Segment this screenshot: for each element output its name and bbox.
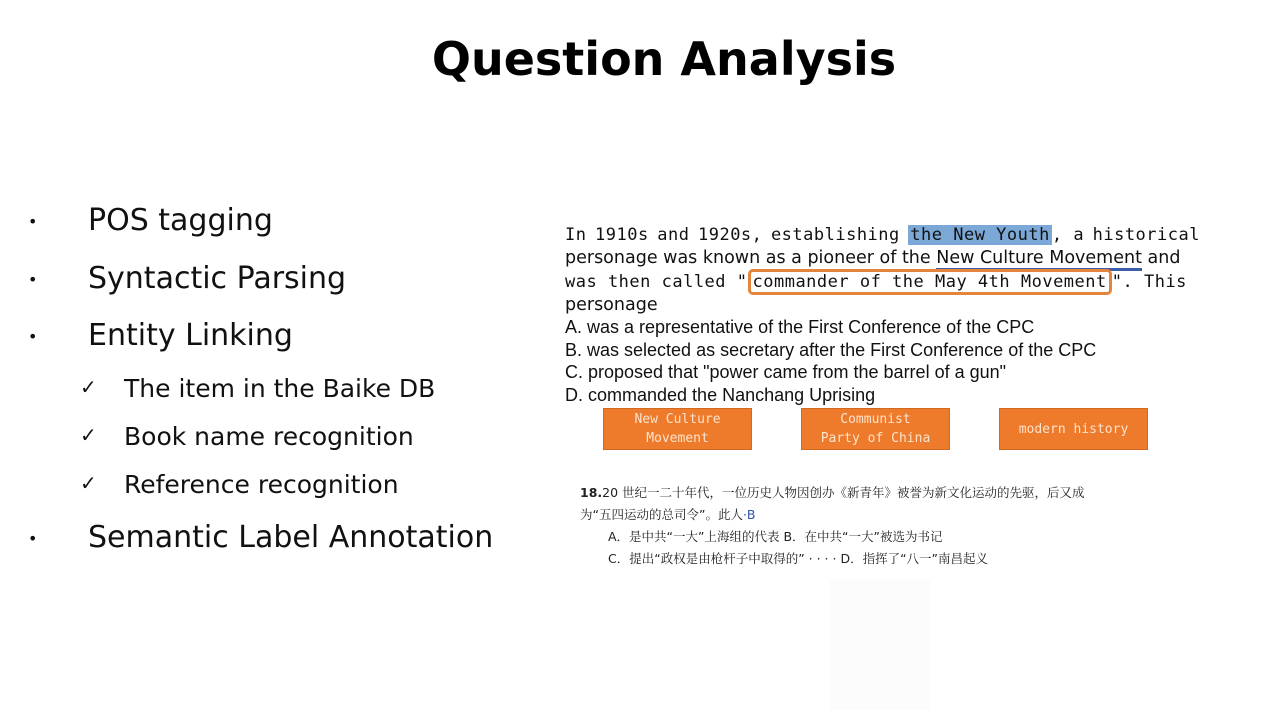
text-segment: personage was known as a pioneer of the [565, 247, 937, 268]
answer-mark: ·B [742, 507, 756, 522]
word: historical [1092, 225, 1200, 245]
word: establishing [770, 225, 900, 245]
sub-bullet-label: Book name recognition [124, 422, 414, 451]
bullet-dot: • [28, 327, 38, 346]
bullet-dot: • [28, 529, 38, 548]
question-text [565, 224, 1200, 406]
check-icon: ✓ [80, 423, 97, 447]
question-number: 18. [580, 485, 603, 500]
underline-new-culture-movement: New Culture Movement [936, 248, 1142, 271]
word: 1920s, [697, 225, 763, 245]
bullet-dot: • [28, 212, 38, 231]
chinese-line-4: C．提出“政权是由枪杆子中取得的” · · · · D．指挥了“八一”南昌起义 [608, 551, 989, 566]
highlight-new-youth: the New Youth [910, 225, 1050, 245]
tag-communist-party [801, 408, 950, 450]
chinese-line-2 [580, 504, 1180, 526]
bullet-label: Syntactic Parsing [88, 261, 347, 296]
tag-new-culture-movement [603, 408, 752, 450]
tag-line: Communist [840, 412, 911, 427]
chinese-line-1 [580, 482, 1180, 504]
question-line-4: personage [565, 294, 658, 315]
option-c: C. proposed that "power came from the barrel of a gun" [565, 362, 1007, 382]
text-segment: was then called " [565, 272, 748, 292]
option-b: B. was selected as secretary after the First Conference of the CPC [565, 339, 1097, 360]
bullet-label: Entity Linking [88, 318, 293, 353]
text-segment: and [1141, 247, 1181, 268]
word: , a [1051, 225, 1085, 245]
bullet-label: Semantic Label Annotation [88, 520, 494, 555]
sub-bullet-label: The item in the Baike DB [124, 374, 436, 403]
bullet-label: POS tagging [88, 203, 273, 238]
sub-bullet-label: Reference recognition [124, 470, 399, 499]
box-commander: commander of the May 4th Movement [748, 269, 1112, 295]
question-line-1 [565, 224, 1200, 247]
tag-modern-history [999, 408, 1148, 450]
bullet-dot: • [28, 270, 38, 289]
tag-line: modern history [1018, 421, 1129, 437]
chinese-question-scan [580, 482, 1180, 572]
text-segment: 20 世纪一二十年代，一位历史人物因创办《新青年》被誉为新文化运动的先驱，后又成 [602, 485, 1085, 500]
text-segment: 为“五四运动的总司令”。此人 [580, 507, 743, 522]
tag-line: Movement [646, 431, 709, 446]
check-icon: ✓ [80, 375, 97, 399]
word: In [565, 225, 587, 245]
check-icon: ✓ [80, 471, 97, 495]
option-d: D. commanded the Nanchang Uprising [565, 384, 876, 405]
tag-line: Party of China [820, 431, 931, 446]
option-a: A. was a representative of the First Conference of the CPC [565, 317, 1035, 337]
page-title: Question Analysis [431, 32, 897, 86]
scan-background-strip [830, 580, 930, 710]
word: and [657, 225, 690, 245]
text-segment: ". This [1111, 272, 1187, 292]
word: 1910s [595, 225, 649, 245]
tag-line: New Culture [634, 412, 721, 427]
chinese-line-3: A．是中共“一大”上海组的代表 B．在中共“一大”被选为书记 [608, 529, 943, 544]
question-line-3 [565, 271, 1200, 294]
question-line-2 [565, 247, 1200, 270]
